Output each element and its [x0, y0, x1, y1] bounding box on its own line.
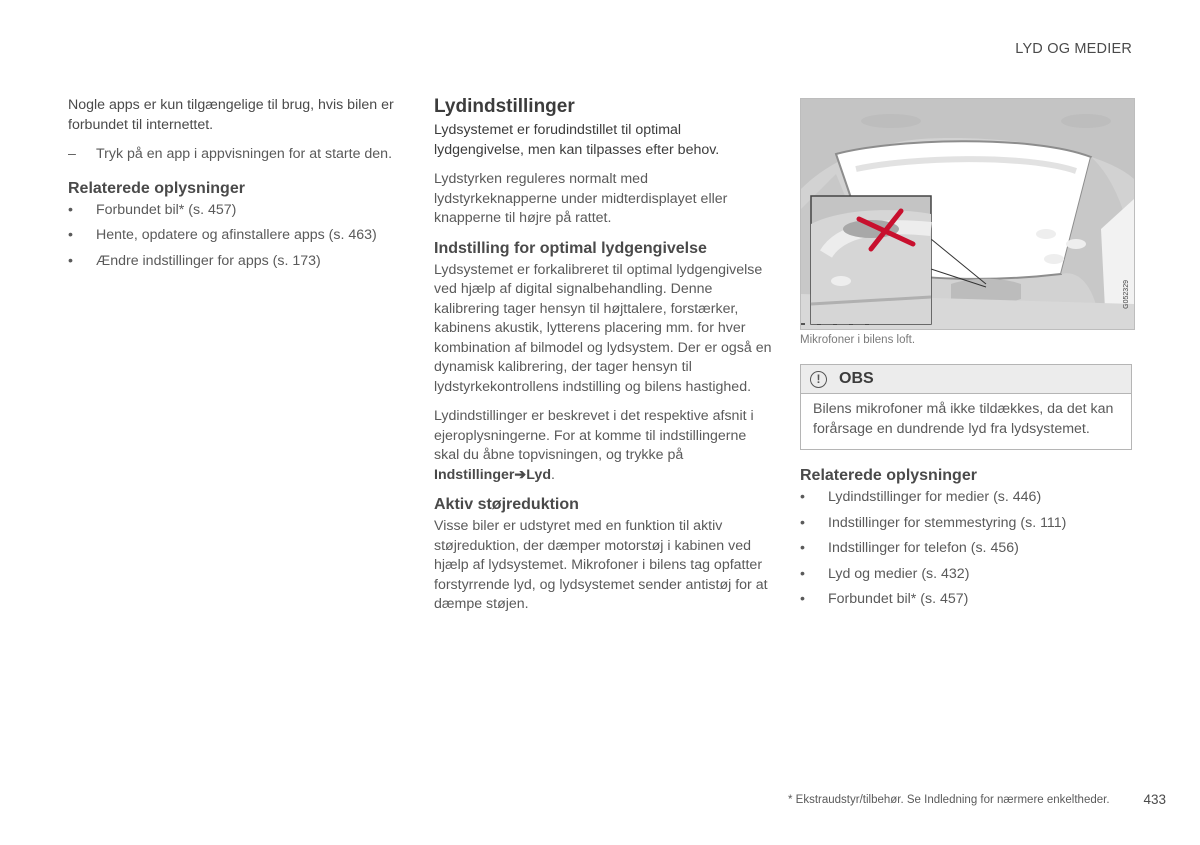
info-icon: !	[810, 371, 827, 388]
section-title: Lydindstillinger	[434, 96, 575, 117]
bullet-marker: •	[800, 591, 805, 607]
noise-reduction-paragraph: Visse biler er udstyret med en funktion til aktiv støjreduktion, der dæmper motorstøj i kabinen ved hjælp af lydsystemet. Mikrofoner i bilens tag opfatter forstyrrende lyd, og lydsystemet sender antistøj for at dæmpe støjen.	[434, 518, 768, 612]
related-heading: Relaterede oplysninger	[68, 179, 245, 197]
settings-paragraph: Lydindstillinger er beskrevet i det respektive afsnit i ejeroplysningerne. For at komme til indstillingerne skal du åbne topvisningen, og trykke på Indstillinger➔Lyd.	[434, 408, 754, 483]
note-box	[800, 364, 1132, 450]
note-text: Bilens mikrofoner må ikke tildækkes, da det kan forårsage en dundrende lyd fra lydsystemet.	[813, 401, 1114, 437]
instruction-text: Tryk på en app i appvisningen for at starte den.	[96, 146, 393, 162]
subheading-optimal-sound: Indstilling for optimal lydgengivelse	[434, 239, 707, 257]
related-list	[68, 201, 403, 272]
related-list	[800, 488, 1132, 610]
related-link[interactable]: • Indstillinger for telefon (s. 456)	[800, 539, 1132, 559]
figure-caption: Mikrofoner i bilens loft.	[800, 334, 916, 346]
bullet-marker: •	[68, 201, 73, 218]
arrow-icon: ➔	[514, 466, 527, 483]
related-heading: Relaterede oplysninger	[800, 467, 977, 484]
related-link[interactable]: • Forbundet bil* (s. 457)	[68, 201, 403, 221]
note-title: OBS	[839, 370, 874, 387]
car-interior-drawing	[801, 99, 1134, 329]
intro-text: Nogle apps er kun tilgængelige til brug, hvis bilen er forbundet til internettet.	[68, 97, 394, 133]
figure-code: G052329	[1123, 280, 1130, 309]
settings-path-link[interactable]: Indstillinger	[434, 466, 515, 483]
bullet-marker: •	[800, 565, 805, 582]
related-link[interactable]: • Ændre indstillinger for apps (s. 173)	[68, 252, 403, 272]
related-link[interactable]: • Hente, opdatere og afinstallere apps (s. 463)	[68, 226, 403, 246]
sound-path-link[interactable]: Lyd	[526, 466, 551, 483]
bullet-marker: •	[800, 489, 805, 505]
volume-paragraph: Lydstyrken reguleres normalt med lydstyrkeknapperne under midterdisplayet eller knapperne til højre på rattet.	[434, 171, 728, 226]
page-number: 433	[1143, 792, 1166, 807]
bullet-marker: •	[68, 227, 73, 243]
calibration-paragraph: Lydsystemet er forkalibreret til optimal lydgengivelse ved hjælp af digital signalbehandling. Denne kalibrering tager hensyn til højttalere, forstærker, kabinens akustik, lytterens placering mm. for hver kombination af bilmodel og lydsystem. Der er også en dynamisk kalibrering, der tager hensyn til lydstyrkekontrollens indstilling og bilens hastighed.	[434, 261, 772, 395]
footnote: * Ekstraudstyr/tilbehør. Se Indledning for nærmere enkeltheder.	[788, 794, 1110, 806]
middle-column	[434, 96, 774, 615]
dash-marker: –	[68, 146, 76, 162]
instruction-step	[68, 145, 403, 165]
subheading-noise-reduction: Aktiv støjreduktion	[434, 496, 579, 513]
related-link[interactable]: • Indstillinger for stemmestyring (s. 111)	[800, 514, 1132, 534]
related-link[interactable]: • Lyd og medier (s. 432)	[800, 565, 1132, 585]
related-link[interactable]: • Lydindstillinger for medier (s. 446)	[800, 488, 1132, 508]
bullet-marker: •	[800, 514, 805, 531]
related-link[interactable]: • Forbundet bil* (s. 457)	[800, 590, 1132, 610]
section-header: LYD OG MEDIER	[1015, 41, 1132, 57]
right-column	[800, 98, 1132, 616]
bullet-marker: •	[68, 252, 73, 269]
left-column	[68, 96, 403, 277]
roof-microphone-illustration	[800, 98, 1135, 330]
lead-text: Lydsystemet er forudindstillet til optimal lydgengivelse, men kan tilpasses efter behov.	[434, 122, 720, 158]
bullet-marker: •	[800, 540, 805, 556]
note-box-header	[801, 365, 1131, 394]
